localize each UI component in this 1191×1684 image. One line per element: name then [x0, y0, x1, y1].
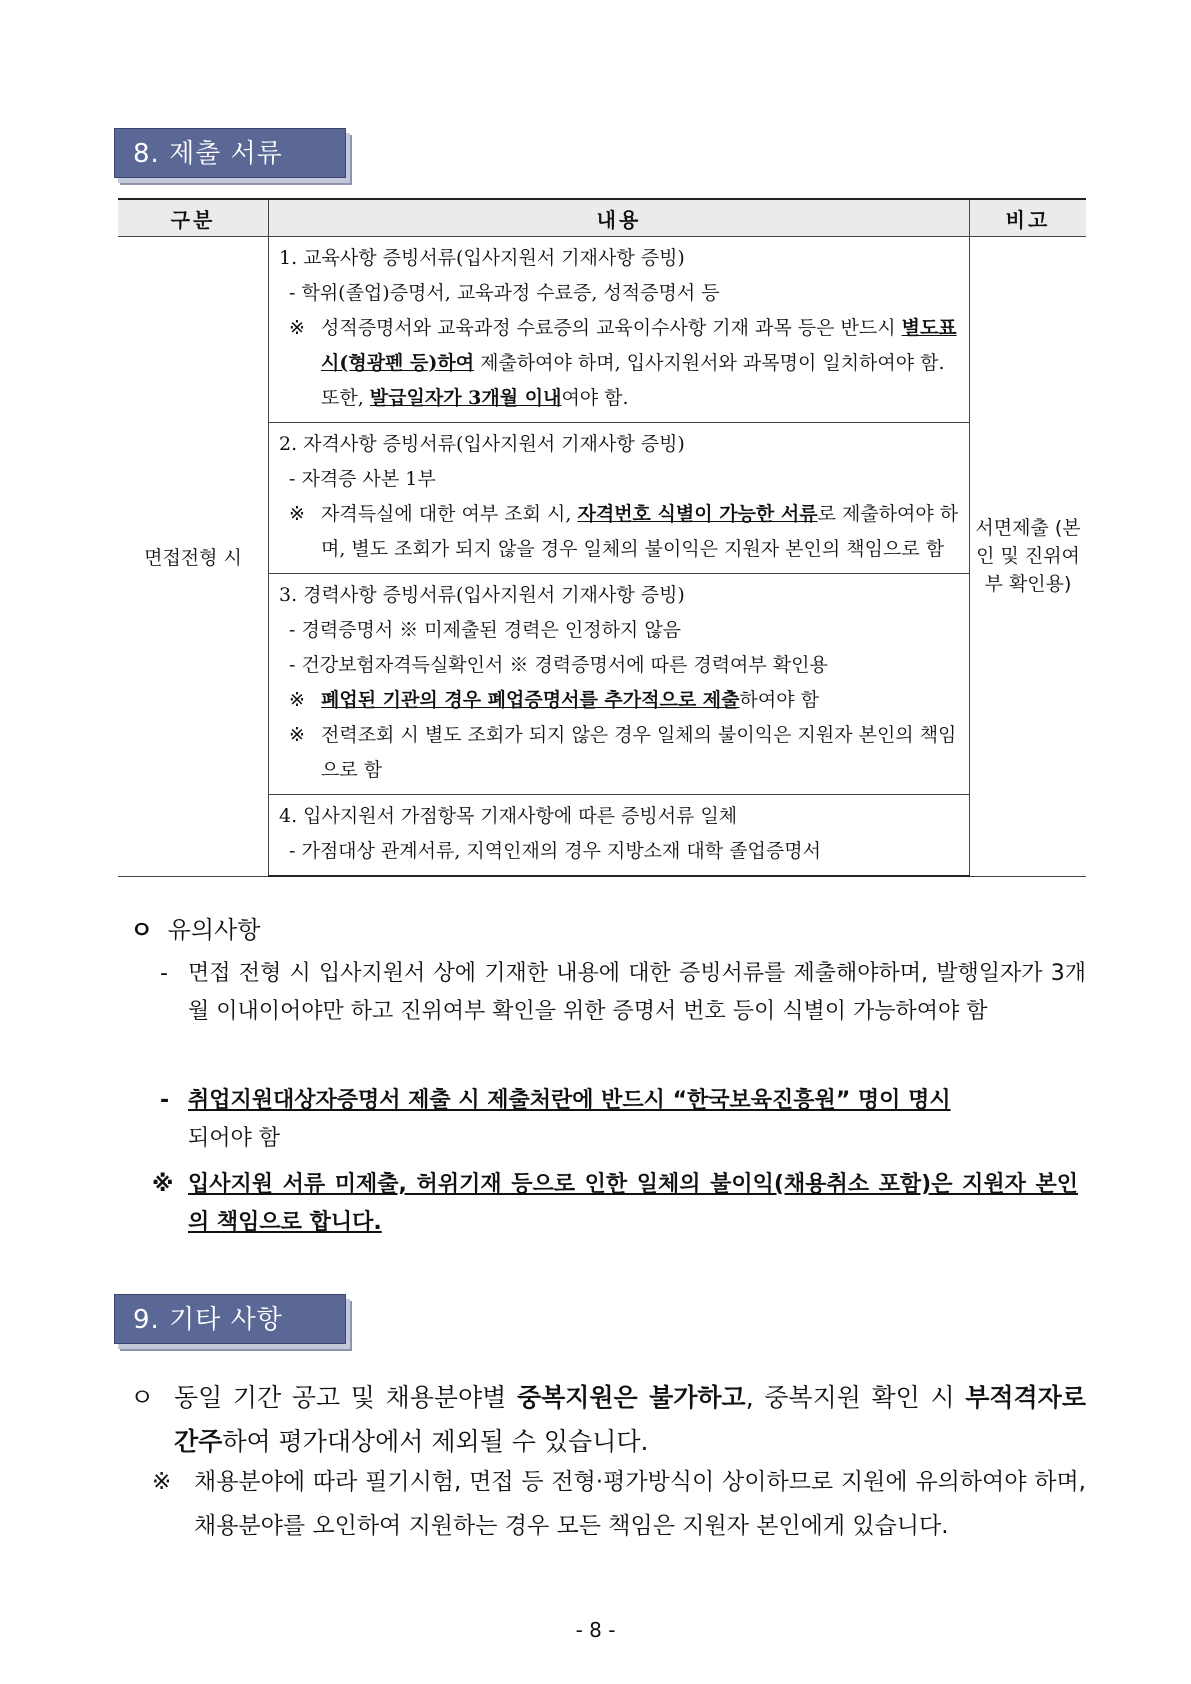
block-1-item: - 학위(졸업)증명서, 교육과정 수료증, 성적증명서 등 — [289, 282, 720, 304]
block-3-note-2 — [279, 718, 959, 788]
block-3-note-2-text: 전력조회 시 별도 조회가 되지 않은 경우 일체의 불이익은 지원자 본인의 책임으로 함 — [321, 724, 957, 781]
block-2-title: 2. 자격사항 증빙서류(입사지원서 기재사항 증빙) — [279, 433, 685, 455]
block-1-note-c: 제출하여야 하며, 입사지원서와 과목명이 일치하여야 함. 또한, — [321, 352, 945, 409]
s9-a4: 부적격자로 간주 — [174, 1383, 1086, 1456]
block-1-note-d: 발급일자가 3개월 이내 — [369, 387, 562, 409]
block-4-item: - 가점대상 관계서류, 지역인재의 경우 지방소재 대학 졸업증명서 — [289, 840, 821, 862]
block-2-note-a: 자격득실에 대한 여부 조회 시, — [321, 503, 578, 525]
note-paragraph-2-underlined: 취업지원대상자증명서 제출 시 제출처란에 반드시 “한국보육진흥원” 명이 명시 — [188, 1088, 951, 1113]
block-2-note-b: 자격번호 식별이 가능한 서류 — [577, 503, 818, 525]
section-9-paragraph-1 — [130, 1376, 1086, 1464]
notes-title: 유의사항 — [167, 916, 261, 944]
s9-a1: 동일 기간 공고 및 채용분야별 — [174, 1383, 517, 1412]
content-cell-4 — [269, 795, 970, 877]
section-8-title: 8. 제출 서류 — [133, 139, 283, 169]
block-3-item-1: - 경력증명서 ※ 미제출된 경력은 인정하지 않음 — [289, 619, 682, 641]
table-row — [118, 237, 1086, 423]
section-8-header — [114, 128, 346, 178]
header-category: 구분 — [118, 199, 269, 237]
page-number: - 8 - — [575, 1618, 616, 1642]
note-paragraph-3-text: 입사지원 서류 미제출, 허위기재 등으로 인한 일체의 불이익(채용취소 포함)은 지원자 본인의 책임으로 합니다. — [188, 1172, 1078, 1235]
block-3-title: 3. 경력사항 증빙서류(입사지원서 기재사항 증빙) — [279, 584, 685, 606]
note-paragraph-1 — [160, 955, 1086, 1031]
documents-table — [118, 198, 1086, 877]
block-4-title: 4. 입사지원서 가점항목 기재사항에 따른 증빙서류 일체 — [279, 805, 738, 827]
table-header-row — [118, 199, 1086, 237]
block-3-note-1-c: 하여야 함 — [739, 689, 819, 711]
section-9-header — [114, 1294, 346, 1344]
content-cell-2 — [269, 423, 970, 574]
block-1-note — [279, 311, 959, 416]
block-3-item-2: - 건강보험자격득실확인서 ※ 경력증명서에 따른 경력여부 확인용 — [289, 654, 828, 676]
dash-mark: - — [160, 961, 168, 986]
remark-cell: 서면제출 (본인 및 진위여부 확인용) — [970, 237, 1087, 877]
section-9-paragraph-2 — [152, 1460, 1086, 1548]
s9-a3: , 중복지원 확인 시 — [745, 1383, 966, 1412]
note-mark: ※ — [289, 689, 305, 711]
note-mark: ※ — [289, 503, 305, 525]
block-3-note-1 — [279, 683, 959, 718]
block-1-note-a: 성적증명서와 교육과정 수료증의 교육이수사항 기재 과목 등은 반드시 — [321, 317, 902, 339]
section-9-title: 9. 기타 사항 — [133, 1305, 283, 1335]
note-mark: ※ — [289, 317, 305, 339]
block-1-title: 1. 교육사항 증빙서류(입사지원서 기재사항 증빙) — [279, 247, 685, 269]
category-cell: 면접전형 시 — [118, 237, 269, 877]
content-cell-1 — [269, 237, 970, 423]
note-paragraph-3 — [152, 1166, 1078, 1242]
note-paragraph-1-text: 면접 전형 시 입사지원서 상에 기재한 내용에 대한 증빙서류를 제출해야하며, 발행일자가 3개월 이내이어야만 하고 진위여부 확인을 위한 증명서 번호 등이 식별이 가능하여야 함 — [188, 961, 1086, 1024]
s9-a2: 중복지원은 불가하고 — [516, 1383, 746, 1412]
reference-mark: ※ — [152, 1469, 172, 1495]
block-2-note-c: 로 제출하여야 하며, 별도 조회가 되지 않을 경우 일체의 불이익은 지원자 본인의 책임으로 함 — [321, 503, 959, 560]
note-paragraph-2-rest: 되어야 함 — [188, 1126, 281, 1151]
block-2-item: - 자격증 사본 1부 — [289, 468, 436, 490]
block-3-note-1-b: 폐업된 기관의 경우 폐업증명서를 추가적으로 제출 — [321, 689, 740, 711]
bullet-icon: ㅇ — [130, 1383, 155, 1412]
header-content: 내용 — [269, 199, 970, 237]
note-paragraph-2 — [160, 1082, 1086, 1158]
block-2-note — [279, 497, 959, 567]
block-1-note-e: 여야 함. — [561, 387, 629, 409]
header-remark: 비고 — [970, 199, 1087, 237]
s9-b-text: 채용분야에 따라 필기시험, 면접 등 전형·평가방식이 상이하므로 지원에 유의하여야 하며, 채용분야를 오인하여 지원하는 경우 모든 책임은 지원자 본인에게 있습니다. — [194, 1469, 1086, 1539]
bullet-icon: ㅇ — [130, 916, 154, 944]
notes-heading — [130, 910, 260, 945]
note-mark: ※ — [289, 724, 305, 746]
block-1-note-b: 별도표시(형광펜 등)하여 — [321, 317, 957, 374]
reference-mark: ※ — [152, 1172, 174, 1197]
dash-mark: - — [160, 1088, 170, 1113]
content-cell-3 — [269, 574, 970, 795]
s9-a5: 하여 평가대상에서 제외될 수 있습니다. — [222, 1427, 649, 1456]
